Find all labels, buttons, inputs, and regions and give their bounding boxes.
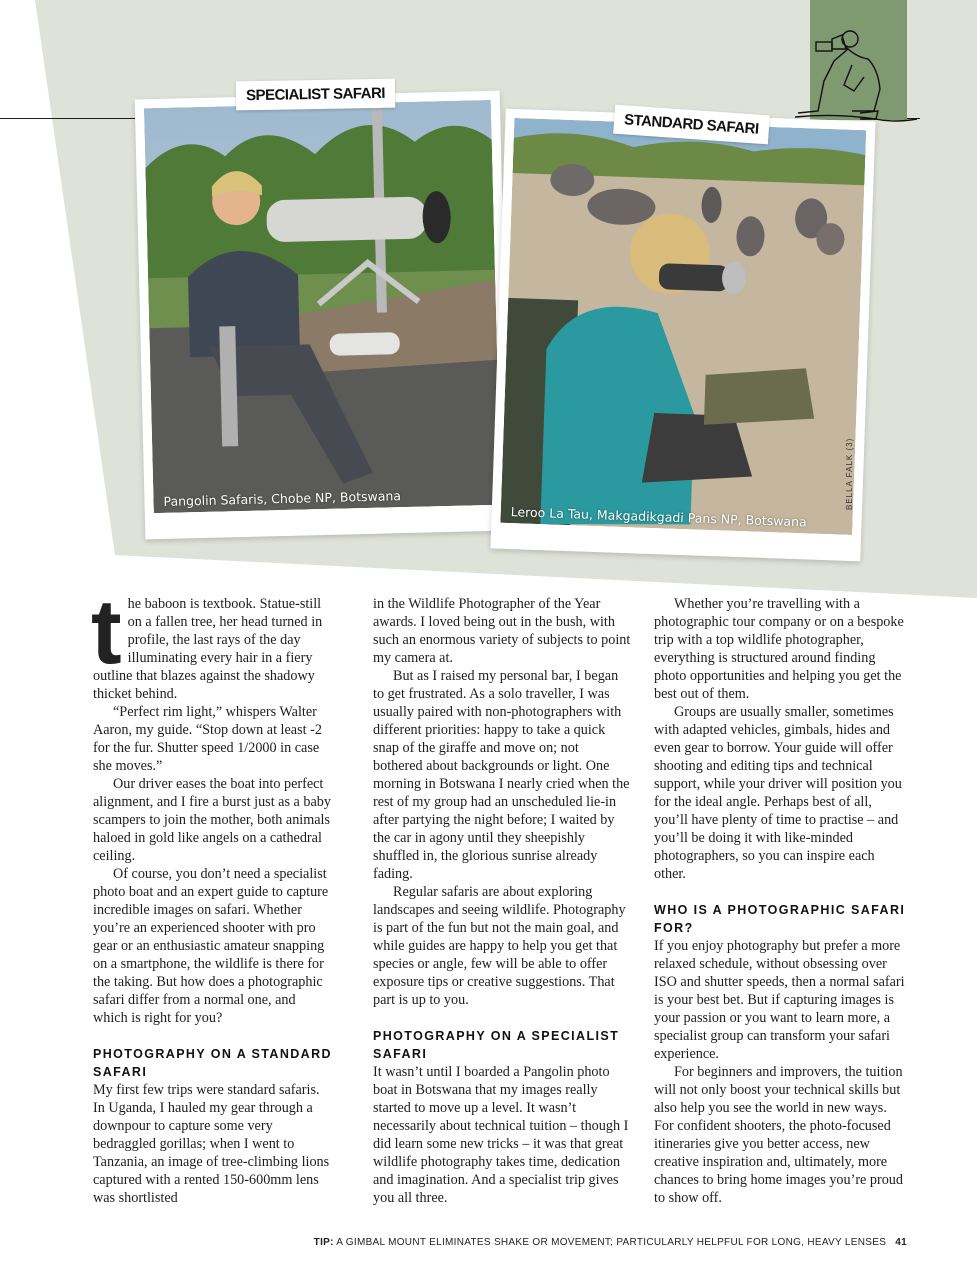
label-standard-safari: STANDARD SAFARI	[613, 105, 769, 145]
photo-standard-caption: Leroo La Tau, Makgadikgadi Pans NP, Botswana	[510, 504, 807, 530]
header-rule-left	[0, 118, 140, 119]
col1-paragraph-2: “Perfect rim light,” whispers Walter Aaron, my guide. “Stop down at least -2 for the fur. Shutter speed 1/2000 in case she moves.”	[93, 704, 322, 774]
col3-paragraph-3: If you enjoy photography but prefer a more relaxed schedule, without obsessing over ISO and shutter speeds, then a normal safari is your best bet. But if capturing images is your passion or you want to learn more, a specialist group can transform your safari experience.	[654, 938, 905, 1062]
col3-paragraph-1: Whether you’re travelling with a photographic tour company or on a bespoke trip with a top wildlife photographer, everything is structured around finding photo opportunities and helping you get the best out of them.	[654, 596, 904, 702]
col1-paragraph-4: Of course, you don’t need a specialist photo boat and an expert guide to capture incredible images on safari. Whether you’re an experienced shooter with pro gear or an enthusiastic amateur snapping on a smartphone, the wildlife is there for the taking. But how does a photographic safari differ from a normal one, and which is right for you?	[93, 866, 329, 1026]
article-column-2	[373, 595, 631, 1207]
col1-paragraph-1: he baboon is textbook. Statue-still on a fallen tree, her head turned in profile, the last rays of the day illuminating every hair in a fiery outline that blazes against the shadowy thicket behind.	[93, 596, 323, 702]
col2-paragraph-2: But as I raised my personal bar, I began to get frustrated. As a solo traveller, I was usually paired with non-photographers with different priorities: happy to take a quick snap of the giraffe and move on; not bothered about backgrounds or light. One morning in Botswana I nearly cried when the rest of my group had an unscheduled lie-in after partying the night before; I waited by the car in agony until they sheepishly shuffled in, the glorious sunrise already fading.	[373, 668, 630, 882]
tip-text: A GIMBAL MOUNT ELIMINATES SHAKE OR MOVEMENT; PARTICULARLY HELPFUL FOR LONG, HEAVY LENSES	[336, 1237, 887, 1248]
col2-paragraph-3: Regular safaris are about exploring landscapes and seeing wildlife. Photography is part of the fun but not the main goal, and while guides are happy to help you get that species or angle, few will be able to offer exposure tips or creative suggestions. That part is up to you.	[373, 884, 626, 1008]
photo-specialist-caption: Pangolin Safaris, Chobe NP, Botswana	[163, 488, 402, 509]
photo-standard-image	[500, 118, 866, 535]
col3-paragraph-4: For beginners and improvers, the tuition will not only boost your technical skills but also help you see the world in new ways. For confident shooters, the photo-focused itineraries give you better access, new creative inspiration and, ultimately, more chances to bring home images you’re proud to show off.	[654, 1064, 903, 1206]
article-column-1	[91, 581, 333, 1207]
drop-cap: t	[91, 581, 122, 683]
photo-credit: BELLA FALK (3)	[845, 437, 854, 510]
col2-paragraph-1: in the Wildlife Photographer of the Year awards. I loved being out in the bush, with such an enormous variety of subjects to point my camera at.	[373, 596, 631, 666]
heading-standard-safari: PHOTOGRAPHY ON A STANDARD SAFARI	[93, 1047, 332, 1079]
photo-specialist-image	[144, 100, 501, 513]
page-number: 41	[895, 1237, 907, 1248]
page-footer	[314, 1237, 907, 1248]
heading-specialist-safari: PHOTOGRAPHY ON A SPECIALIST SAFARI	[373, 1029, 620, 1061]
heading-who-is-it-for: WHO IS A PHOTOGRAPHIC SAFARI FOR?	[654, 903, 906, 935]
photo-standard-safari	[490, 109, 875, 562]
col3-paragraph-2: Groups are usually smaller, sometimes with adapted vehicles, gimbals, hides and even gear to borrow. Your guide will offer shooting and editing tips and technical support, while your driver will position you for the ideal angle. Perhaps best of all, you’ll have plenty of time to practise – and you’ll be doing it with like-minded photographers, so you can inspire each other.	[654, 704, 902, 882]
tip-label: TIP:	[313, 1237, 334, 1248]
col1-paragraph-5: My first few trips were standard safaris. In Uganda, I hauled my gear through a downpour to capture some very bedraggled gorillas; when I went to Tanzania, an image of tree-climbing lions captured with a rented 150-600mm lens was shortlisted	[93, 1082, 330, 1206]
col1-paragraph-3: Our driver eases the boat into perfect alignment, and I fire a burst just as a baby scampers to join the mother, both animals haloed in gold like angels on a cathedral ceiling.	[93, 776, 331, 864]
article-column-3	[654, 595, 906, 1207]
photographer-sketch-icon	[790, 25, 925, 130]
label-specialist-safari: SPECIALIST SAFARI	[236, 79, 396, 111]
col2-paragraph-4: It wasn’t until I boarded a Pangolin photo boat in Botswana that my images really started to move up a level. It wasn’t necessarily about technical tuition – though I did learn some new tricks – it was that great wildlife photography takes time, dedication and imagination. And a specialist trip gives you all three.	[373, 1064, 629, 1206]
photo-specialist-safari	[135, 91, 511, 540]
